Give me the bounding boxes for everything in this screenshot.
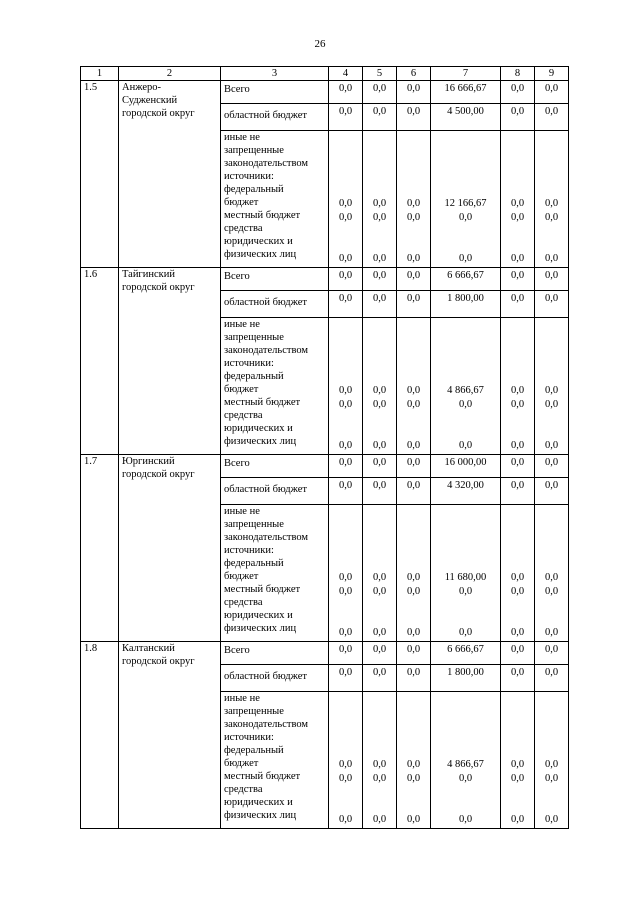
value-legal-entities: 0,0	[458, 814, 473, 825]
row-label-oblast: областной бюджет	[221, 478, 329, 505]
value-other-sources	[431, 505, 501, 642]
value-local: 0,0	[458, 773, 473, 784]
value-other-sources	[363, 692, 397, 829]
value-other-sources	[535, 692, 569, 829]
header-row	[81, 67, 569, 81]
value-federal: 0,0	[372, 572, 387, 583]
value-legal-entities: 0,0	[406, 253, 421, 264]
value-legal-entities: 0,0	[372, 440, 387, 451]
table-row	[81, 455, 569, 478]
value-federal: 4 866,67	[447, 385, 484, 396]
value-local: 0,0	[406, 212, 421, 223]
value-oblast: 0,0	[363, 665, 397, 692]
value-local: 0,0	[372, 773, 387, 784]
value-other-sources	[329, 131, 363, 268]
value-legal-entities: 0,0	[338, 814, 353, 825]
value-other-sources	[329, 505, 363, 642]
value-oblast: 0,0	[397, 104, 431, 131]
col-header-7: 7	[431, 67, 501, 81]
value-federal: 11 680,00	[444, 572, 487, 583]
value-total: 0,0	[363, 455, 397, 478]
col-header-1: 1	[81, 67, 119, 81]
value-local: 0,0	[544, 773, 559, 784]
value-other-sources	[501, 505, 535, 642]
value-federal: 0,0	[544, 572, 559, 583]
value-oblast: 0,0	[329, 104, 363, 131]
value-local: 0,0	[338, 399, 353, 410]
value-legal-entities: 0,0	[458, 253, 473, 264]
value-oblast: 0,0	[501, 665, 535, 692]
municipality-name: Тайгинский городской округ	[119, 268, 221, 455]
value-local: 0,0	[372, 399, 387, 410]
value-federal: 0,0	[338, 198, 353, 209]
row-label-total: Всего	[221, 268, 329, 291]
value-other-sources	[501, 318, 535, 455]
value-local: 0,0	[372, 586, 387, 597]
value-total: 0,0	[329, 268, 363, 291]
value-oblast: 1 800,00	[431, 665, 501, 692]
value-other-sources	[397, 505, 431, 642]
value-total: 0,0	[535, 81, 569, 104]
value-other-sources	[431, 131, 501, 268]
value-oblast: 0,0	[363, 104, 397, 131]
page-number: 26	[314, 38, 326, 50]
municipality-name: Анжеро- Судженский городской округ	[119, 81, 221, 268]
value-other-sources	[535, 318, 569, 455]
value-other-sources	[363, 505, 397, 642]
municipality-name: Юргинский городской округ	[119, 455, 221, 642]
value-local: 0,0	[372, 212, 387, 223]
value-total: 0,0	[329, 81, 363, 104]
section-number: 1.6	[81, 268, 119, 455]
value-local: 0,0	[458, 212, 473, 223]
value-other-sources	[329, 318, 363, 455]
value-total: 0,0	[501, 642, 535, 665]
row-label-total: Всего	[221, 81, 329, 104]
row-label-total: Всего	[221, 455, 329, 478]
row-label-oblast: областной бюджет	[221, 291, 329, 318]
value-total: 16 000,00	[431, 455, 501, 478]
value-total: 0,0	[397, 81, 431, 104]
value-oblast: 0,0	[535, 478, 569, 505]
value-other-sources	[535, 131, 569, 268]
value-legal-entities: 0,0	[510, 440, 525, 451]
value-oblast: 0,0	[397, 665, 431, 692]
value-legal-entities: 0,0	[544, 627, 559, 638]
value-local: 0,0	[544, 586, 559, 597]
col-header-2: 2	[119, 67, 221, 81]
value-other-sources	[363, 318, 397, 455]
value-federal: 0,0	[510, 385, 525, 396]
value-federal: 0,0	[406, 198, 421, 209]
value-local: 0,0	[510, 399, 525, 410]
value-legal-entities: 0,0	[544, 253, 559, 264]
table-row	[81, 81, 569, 104]
value-other-sources	[397, 318, 431, 455]
table-row	[81, 642, 569, 665]
value-total: 0,0	[501, 455, 535, 478]
value-oblast: 1 800,00	[431, 291, 501, 318]
value-federal: 0,0	[544, 759, 559, 770]
value-legal-entities: 0,0	[458, 627, 473, 638]
value-total: 0,0	[501, 268, 535, 291]
col-header-8: 8	[501, 67, 535, 81]
budget-table	[80, 66, 569, 829]
value-total: 6 666,67	[431, 268, 501, 291]
value-federal: 0,0	[406, 759, 421, 770]
row-label-other-sources: иные не запрещенные законодательством источники: федеральный бюджет местный бюджет средства юридических и физических лиц	[221, 692, 329, 829]
value-local: 0,0	[510, 773, 525, 784]
value-total: 0,0	[363, 642, 397, 665]
row-label-other-sources: иные не запрещенные законодательством источники: федеральный бюджет местный бюджет средства юридических и физических лиц	[221, 318, 329, 455]
value-oblast: 0,0	[329, 291, 363, 318]
row-label-total: Всего	[221, 642, 329, 665]
value-legal-entities: 0,0	[338, 627, 353, 638]
value-oblast: 0,0	[535, 665, 569, 692]
value-local: 0,0	[544, 399, 559, 410]
value-other-sources	[431, 318, 501, 455]
value-federal: 0,0	[544, 198, 559, 209]
value-other-sources	[501, 131, 535, 268]
value-total: 0,0	[363, 268, 397, 291]
value-local: 0,0	[458, 399, 473, 410]
value-other-sources	[501, 692, 535, 829]
value-federal: 12 166,67	[444, 198, 487, 209]
row-label-oblast: областной бюджет	[221, 665, 329, 692]
value-total: 0,0	[397, 268, 431, 291]
value-legal-entities: 0,0	[510, 627, 525, 638]
value-oblast: 0,0	[329, 665, 363, 692]
value-oblast: 0,0	[501, 478, 535, 505]
value-total: 0,0	[363, 81, 397, 104]
value-local: 0,0	[406, 773, 421, 784]
value-legal-entities: 0,0	[338, 440, 353, 451]
value-oblast: 0,0	[535, 104, 569, 131]
value-legal-entities: 0,0	[510, 253, 525, 264]
value-local: 0,0	[338, 586, 353, 597]
value-other-sources	[329, 692, 363, 829]
value-local: 0,0	[544, 212, 559, 223]
col-header-3: 3	[221, 67, 329, 81]
value-local: 0,0	[510, 212, 525, 223]
row-label-other-sources: иные не запрещенные законодательством источники: федеральный бюджет местный бюджет средства юридических и физических лиц	[221, 505, 329, 642]
value-legal-entities: 0,0	[372, 814, 387, 825]
value-federal: 0,0	[372, 385, 387, 396]
value-total: 0,0	[329, 642, 363, 665]
value-oblast: 0,0	[363, 478, 397, 505]
table-row	[81, 268, 569, 291]
value-oblast: 0,0	[501, 104, 535, 131]
value-local: 0,0	[458, 586, 473, 597]
value-other-sources	[397, 692, 431, 829]
value-total: 16 666,67	[431, 81, 501, 104]
value-local: 0,0	[338, 773, 353, 784]
value-oblast: 0,0	[397, 291, 431, 318]
value-legal-entities: 0,0	[372, 627, 387, 638]
row-label-oblast: областной бюджет	[221, 104, 329, 131]
value-federal: 0,0	[338, 385, 353, 396]
value-federal: 0,0	[372, 759, 387, 770]
value-legal-entities: 0,0	[406, 627, 421, 638]
value-other-sources	[397, 131, 431, 268]
value-federal: 0,0	[372, 198, 387, 209]
value-federal: 0,0	[338, 572, 353, 583]
value-total: 0,0	[535, 455, 569, 478]
value-federal: 0,0	[406, 385, 421, 396]
value-total: 6 666,67	[431, 642, 501, 665]
value-legal-entities: 0,0	[338, 253, 353, 264]
value-total: 0,0	[535, 642, 569, 665]
value-federal: 0,0	[544, 385, 559, 396]
value-local: 0,0	[510, 586, 525, 597]
section-number: 1.5	[81, 81, 119, 268]
value-total: 0,0	[501, 81, 535, 104]
value-federal: 0,0	[406, 572, 421, 583]
value-total: 0,0	[329, 455, 363, 478]
value-other-sources	[535, 505, 569, 642]
municipality-name: Калтанский городской округ	[119, 642, 221, 829]
col-header-9: 9	[535, 67, 569, 81]
value-local: 0,0	[406, 399, 421, 410]
value-oblast: 0,0	[397, 478, 431, 505]
row-label-other-sources: иные не запрещенные законодательством источники: федеральный бюджет местный бюджет средства юридических и физических лиц	[221, 131, 329, 268]
value-legal-entities: 0,0	[544, 440, 559, 451]
value-oblast: 0,0	[363, 291, 397, 318]
col-header-6: 6	[397, 67, 431, 81]
value-legal-entities: 0,0	[544, 814, 559, 825]
value-oblast: 0,0	[329, 478, 363, 505]
value-federal: 0,0	[510, 198, 525, 209]
value-total: 0,0	[535, 268, 569, 291]
value-local: 0,0	[338, 212, 353, 223]
value-legal-entities: 0,0	[372, 253, 387, 264]
value-federal: 4 866,67	[447, 759, 484, 770]
value-federal: 0,0	[338, 759, 353, 770]
col-header-4: 4	[329, 67, 363, 81]
value-local: 0,0	[406, 586, 421, 597]
value-oblast: 0,0	[535, 291, 569, 318]
value-oblast: 0,0	[501, 291, 535, 318]
section-number: 1.7	[81, 455, 119, 642]
value-legal-entities: 0,0	[458, 440, 473, 451]
col-header-5: 5	[363, 67, 397, 81]
value-total: 0,0	[397, 642, 431, 665]
value-other-sources	[363, 131, 397, 268]
value-oblast: 4 500,00	[431, 104, 501, 131]
value-legal-entities: 0,0	[406, 440, 421, 451]
value-other-sources	[431, 692, 501, 829]
value-total: 0,0	[397, 455, 431, 478]
value-legal-entities: 0,0	[406, 814, 421, 825]
value-federal: 0,0	[510, 759, 525, 770]
section-number: 1.8	[81, 642, 119, 829]
value-federal: 0,0	[510, 572, 525, 583]
value-legal-entities: 0,0	[510, 814, 525, 825]
value-oblast: 4 320,00	[431, 478, 501, 505]
